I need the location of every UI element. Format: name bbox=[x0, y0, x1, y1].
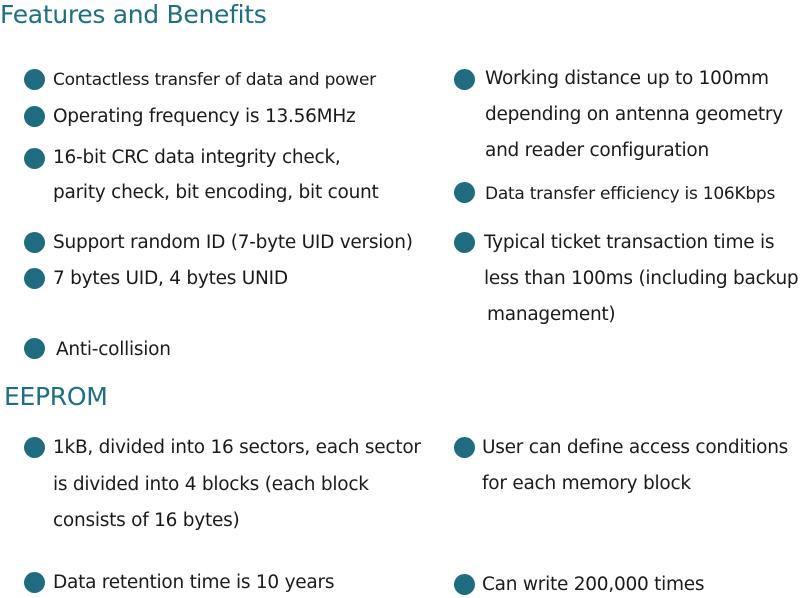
bullet-icon bbox=[24, 268, 45, 289]
feature-text-line: Working distance up to 100mm bbox=[485, 68, 769, 89]
eeprom-text-line: User can define access conditions bbox=[482, 437, 789, 458]
feature-text: Data transfer efficiency is 106Kbps bbox=[485, 184, 776, 204]
eeprom-text-line: for each memory block bbox=[482, 473, 691, 494]
bullet-icon bbox=[454, 182, 475, 203]
feature-text: Anti-collision bbox=[56, 339, 171, 360]
feature-text-line: less than 100ms (including backup bbox=[484, 268, 799, 289]
feature-text: Contactless transfer of data and power bbox=[53, 70, 376, 90]
bullet-icon bbox=[454, 574, 475, 595]
bullet-icon bbox=[454, 69, 475, 90]
features-heading: Features and Benefits bbox=[0, 0, 267, 29]
bullet-icon bbox=[24, 437, 45, 458]
bullet-icon bbox=[24, 232, 45, 253]
eeprom-text: Data retention time is 10 years bbox=[53, 572, 335, 593]
feature-text: Operating frequency is 13.56MHz bbox=[53, 106, 356, 127]
eeprom-text-line: is divided into 4 blocks (each block bbox=[53, 474, 369, 495]
eeprom-text: Can write 200,000 times bbox=[482, 574, 705, 595]
feature-text-line: and reader configuration bbox=[485, 140, 709, 161]
bullet-icon bbox=[24, 69, 45, 90]
bullet-icon bbox=[454, 437, 475, 458]
feature-text-line: 16-bit CRC data integrity check, bbox=[53, 147, 341, 168]
feature-text-line: management) bbox=[487, 304, 616, 325]
feature-text-line: Typical ticket transaction time is bbox=[484, 232, 775, 253]
bullet-icon bbox=[24, 572, 45, 593]
eeprom-heading: EEPROM bbox=[4, 382, 108, 411]
bullet-icon bbox=[24, 106, 45, 127]
bullet-icon bbox=[24, 338, 45, 359]
feature-text: 7 bytes UID, 4 bytes UNID bbox=[53, 268, 288, 289]
feature-text: Support random ID (7-byte UID version) bbox=[53, 232, 413, 253]
feature-text-line: parity check, bit encoding, bit count bbox=[53, 182, 379, 203]
feature-text-line: depending on antenna geometry bbox=[485, 104, 783, 125]
eeprom-text-line: 1kB, divided into 16 sectors, each sector bbox=[53, 437, 421, 458]
bullet-icon bbox=[454, 232, 475, 253]
eeprom-text-line: consists of 16 bytes) bbox=[53, 510, 240, 531]
bullet-icon bbox=[24, 148, 45, 169]
